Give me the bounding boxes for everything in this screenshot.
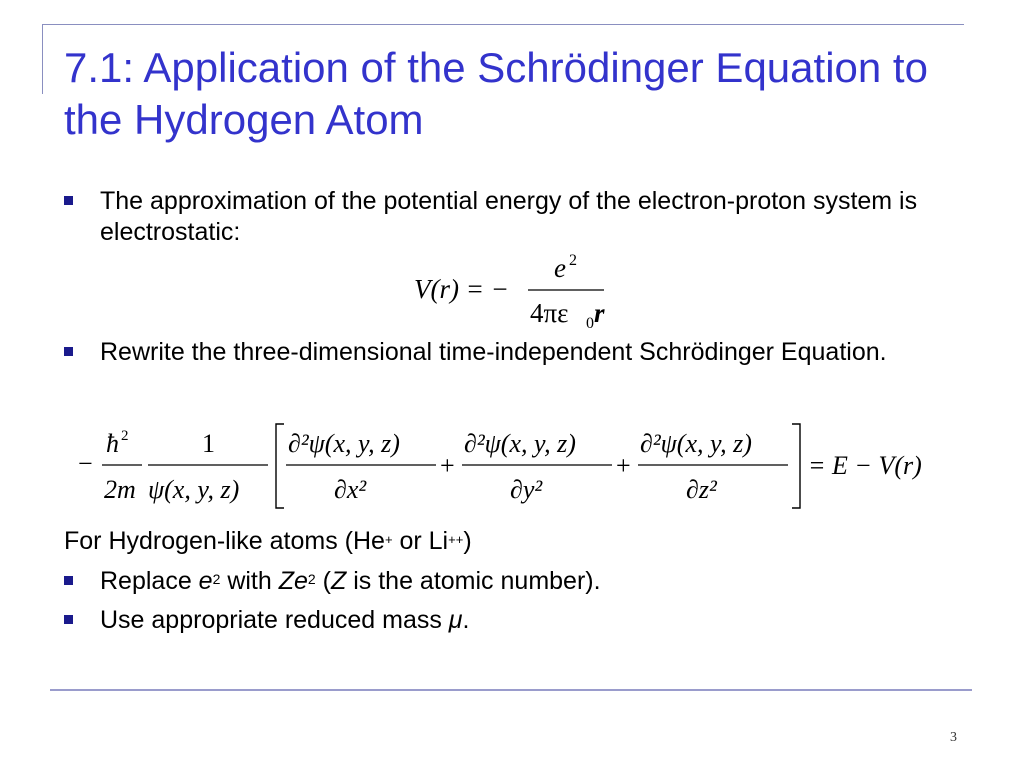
bullet-replace-charge: [64, 566, 964, 598]
eq-denominator-tail: r: [594, 298, 605, 328]
potential-energy-equation: [414, 250, 624, 332]
symbol-Ze: Ze: [278, 567, 308, 595]
eq-lhs: V(r) = −: [414, 274, 509, 304]
symbol-mu: μ: [448, 606, 463, 634]
slide-frame-left-line: [42, 24, 43, 94]
eq-hbar: ħ: [106, 429, 119, 458]
bullet-square-icon: [64, 576, 73, 585]
slide-frame-top-line: [42, 24, 964, 25]
eq-plus-2: +: [616, 451, 631, 480]
eq-right-bracket: [792, 424, 800, 508]
eq-left-bracket: [276, 424, 284, 508]
symbol-e-exp: 2: [212, 571, 221, 587]
bullet-square-icon: [64, 347, 73, 356]
lithium-charge-sup: ++: [448, 532, 464, 547]
eq-numerator-exp: 2: [569, 252, 577, 269]
eq-minus: −: [78, 449, 93, 478]
bullet-square-icon: [64, 615, 73, 624]
bullet-text: Rewrite the three-dimensional time-independent Schrödinger Equation.: [100, 338, 887, 366]
eq-denominator-sub: 0: [586, 315, 594, 332]
bullet-text: [100, 566, 601, 597]
eq-psi-den: ψ(x, y, z): [148, 475, 240, 504]
bullet-square-icon: [64, 196, 73, 205]
helium-charge-sup: +: [384, 532, 393, 547]
bullet-text: [100, 605, 469, 636]
eq-one: 1: [202, 429, 215, 458]
bullet-text: The approximation of the potential energy of the electron-proton system is electrostatic:: [100, 187, 918, 246]
hydrogen-like-suffix: ): [463, 527, 472, 555]
hydrogen-like-atoms-line: [64, 526, 472, 557]
replace-paren-open: (: [315, 567, 331, 595]
symbol-e: e: [198, 567, 213, 595]
eq-term1-num: ∂²ψ(x, y, z): [288, 429, 400, 458]
symbol-Ze-exp: 2: [307, 571, 316, 587]
footer-rule: [50, 689, 972, 691]
eq-numerator: e: [554, 253, 566, 283]
bullet-rewrite-equation: [64, 337, 964, 401]
eq-rhs: = E − V(r): [808, 451, 922, 480]
schrodinger-equation: [78, 420, 958, 512]
reduced-mass-prefix: Use appropriate reduced mass: [100, 606, 449, 634]
eq-term2-num: ∂²ψ(x, y, z): [464, 429, 576, 458]
page-number: 3: [950, 730, 957, 745]
replace-with: with: [220, 567, 279, 595]
eq-term2-den: ∂y²: [510, 475, 543, 504]
eq-term1-den: ∂x²: [334, 475, 367, 504]
eq-term3-num: ∂²ψ(x, y, z): [640, 429, 752, 458]
hydrogen-like-prefix: For Hydrogen-like atoms (He: [64, 527, 385, 555]
slide-title: 7.1: Application of the Schrödinger Equation to the Hydrogen Atom: [64, 44, 928, 143]
symbol-Z: Z: [331, 567, 347, 595]
eq-denominator: 4πε: [530, 298, 569, 328]
bullet-potential-energy: [64, 186, 964, 250]
eq-2m: 2m: [104, 475, 136, 504]
hydrogen-like-mid: or Li: [392, 527, 449, 555]
replace-rest: is the atomic number).: [346, 567, 601, 595]
reduced-mass-suffix: .: [462, 606, 470, 634]
bullet-reduced-mass: [64, 605, 964, 637]
eq-plus-1: +: [440, 451, 455, 480]
eq-term3-den: ∂z²: [686, 475, 717, 504]
replace-prefix: Replace: [100, 567, 199, 595]
eq-hbar-exp: 2: [121, 428, 129, 444]
